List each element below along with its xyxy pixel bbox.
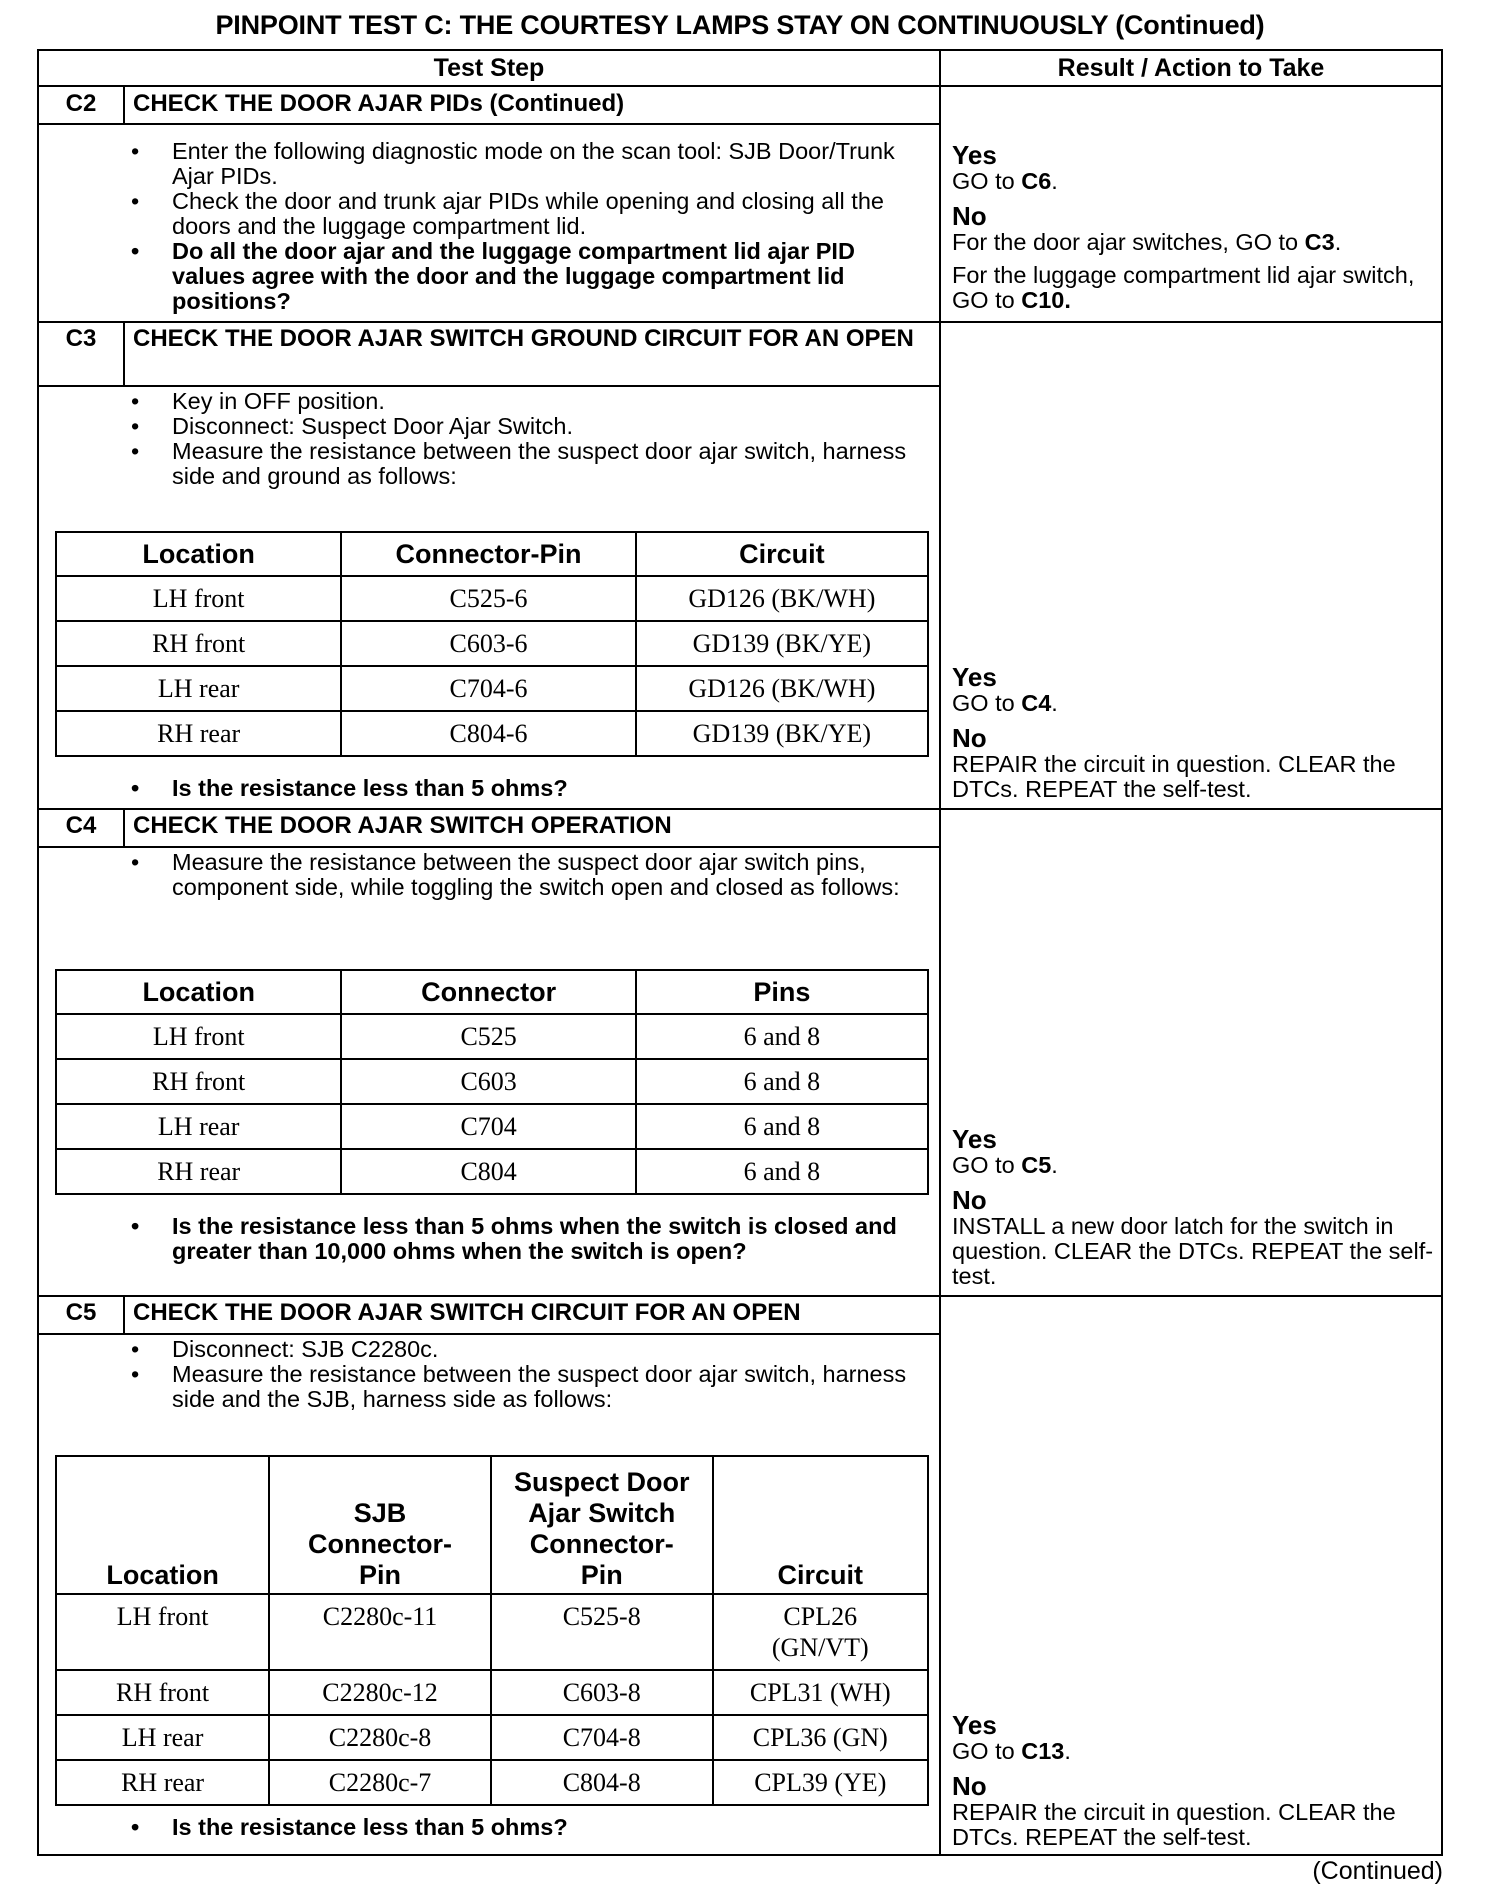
step-id-divider bbox=[123, 323, 125, 385]
step-question: • Is the resistance less than 5 ohms? bbox=[131, 776, 961, 801]
page-title: PINPOINT TEST C: THE COURTESY LAMPS STAY ON CONTINUOUSLY (Continued) bbox=[215, 10, 1265, 40]
step-id: C5 bbox=[65, 1299, 97, 1326]
table-cell: C804-8 bbox=[491, 1760, 713, 1805]
table-cell: C2280c-7 bbox=[269, 1760, 491, 1805]
no-action-alt: For the luggage compartment lid ajar switch, GO to C10. bbox=[952, 262, 1415, 313]
yes-label: Yes bbox=[952, 140, 997, 170]
table-row bbox=[56, 1149, 928, 1194]
table-row bbox=[56, 666, 928, 711]
table-header: Location bbox=[56, 532, 341, 576]
continued-note: (Continued) bbox=[1312, 1857, 1443, 1885]
result-c3 bbox=[952, 663, 1442, 802]
instruction-item: • Key in OFF position. bbox=[131, 389, 911, 414]
data-table bbox=[55, 969, 929, 1195]
table-cell: C704-6 bbox=[341, 666, 635, 711]
table-cell: LH rear bbox=[56, 666, 341, 711]
table-row bbox=[56, 1670, 928, 1715]
instruction-item: • Measure the resistance between the suspect door ajar switch pins, component side, while toggling the switch open and closed as follows: bbox=[131, 850, 911, 900]
header-divider bbox=[39, 85, 1441, 87]
table-header: SJB Connector-Pin bbox=[269, 1456, 491, 1594]
no-label: No bbox=[952, 723, 987, 753]
table-cell: CPL39 (YE) bbox=[713, 1760, 928, 1805]
table-cell: C2280c-11 bbox=[269, 1594, 491, 1670]
table-cell: GD139 (BK/YE) bbox=[636, 621, 928, 666]
table-cell: 6 and 8 bbox=[636, 1104, 928, 1149]
step-id: C4 bbox=[65, 812, 97, 839]
result-c5 bbox=[952, 1711, 1442, 1850]
table-cell: C2280c-8 bbox=[269, 1715, 491, 1760]
table-row bbox=[56, 711, 928, 756]
table-row bbox=[56, 1594, 928, 1670]
table-header: Suspect Door Ajar Switch Connector-Pin bbox=[491, 1456, 713, 1594]
table-row bbox=[56, 1059, 928, 1104]
step-reference: C6 bbox=[1021, 168, 1052, 194]
step-reference: C4 bbox=[1021, 690, 1052, 716]
data-table bbox=[55, 1455, 929, 1806]
data-table bbox=[55, 531, 929, 757]
table-cell: C704 bbox=[341, 1104, 635, 1149]
table-cell: C704-8 bbox=[491, 1715, 713, 1760]
yes-action: GO to C5. bbox=[952, 1152, 1058, 1178]
no-action: For the door ajar switches, GO to C3. bbox=[952, 229, 1342, 255]
table-cell: C804 bbox=[341, 1149, 635, 1194]
step-title-divider bbox=[39, 385, 939, 387]
table-header: Location bbox=[56, 1456, 269, 1594]
yes-action: GO to C4. bbox=[952, 690, 1058, 716]
step-question: • Is the resistance less than 5 ohms when the switch is closed and greater than 10,000 ohms when the switch is open? bbox=[131, 1214, 961, 1264]
table-cell: GD139 (BK/YE) bbox=[636, 711, 928, 756]
instruction-item: • Disconnect: Suspect Door Ajar Switch. bbox=[131, 414, 911, 439]
table-row bbox=[56, 1715, 928, 1760]
table-cell: C525-8 bbox=[491, 1594, 713, 1670]
table-header: Circuit bbox=[636, 532, 928, 576]
table-cell: CPL31 (WH) bbox=[713, 1670, 928, 1715]
instruction-item: • Disconnect: SJB C2280c. bbox=[131, 1337, 911, 1362]
step-reference: C3 bbox=[1304, 229, 1335, 255]
step-id-divider bbox=[123, 87, 125, 123]
step-id: C3 bbox=[65, 325, 97, 352]
table-cell: C603-8 bbox=[491, 1670, 713, 1715]
step-divider bbox=[39, 808, 1441, 810]
header-test-step: Test Step bbox=[433, 54, 545, 82]
table-cell: LH front bbox=[56, 576, 341, 621]
yes-label: Yes bbox=[952, 1710, 997, 1740]
table-row bbox=[56, 1760, 928, 1805]
instruction-item: • Check the door and trunk ajar PIDs while opening and closing all the doors and the luggage compartment lid. bbox=[131, 189, 911, 239]
yes-action: GO to C13. bbox=[952, 1738, 1071, 1764]
yes-label: Yes bbox=[952, 1124, 997, 1154]
no-label: No bbox=[952, 1771, 987, 1801]
step-title-divider bbox=[39, 123, 939, 125]
no-label: No bbox=[952, 1185, 987, 1215]
step-divider bbox=[39, 321, 1441, 323]
table-header: Location bbox=[56, 970, 341, 1014]
table-cell: RH front bbox=[56, 1670, 269, 1715]
instruction-list bbox=[131, 139, 911, 314]
table-row bbox=[56, 1104, 928, 1149]
table-cell: LH front bbox=[56, 1594, 269, 1670]
step-title: CHECK THE DOOR AJAR SWITCH OPERATION bbox=[133, 812, 672, 839]
instruction-list bbox=[131, 850, 911, 900]
step-reference: C13 bbox=[1021, 1738, 1065, 1764]
step-reference: C5 bbox=[1021, 1152, 1052, 1178]
table-cell: 6 and 8 bbox=[636, 1149, 928, 1194]
step-question: • Is the resistance less than 5 ohms? bbox=[131, 1815, 961, 1840]
step-question: • Do all the door ajar and the luggage compartment lid ajar PID values agree with the door and the luggage compartment lid positions? bbox=[131, 239, 911, 314]
instruction-list bbox=[131, 389, 911, 489]
instruction-item: • Enter the following diagnostic mode on the scan tool: SJB Door/Trunk Ajar PIDs. bbox=[131, 139, 911, 189]
table-cell: C2280c-12 bbox=[269, 1670, 491, 1715]
yes-action: GO to C6. bbox=[952, 168, 1058, 194]
step-id-divider bbox=[123, 810, 125, 846]
pinpoint-test-table bbox=[37, 49, 1443, 1856]
table-cell: LH front bbox=[56, 1014, 341, 1059]
table-cell: C525 bbox=[341, 1014, 635, 1059]
table-cell: 6 and 8 bbox=[636, 1059, 928, 1104]
instruction-item: • Measure the resistance between the suspect door ajar switch, harness side and ground as follows: bbox=[131, 439, 911, 489]
table-cell: RH front bbox=[56, 621, 341, 666]
table-header: Circuit bbox=[713, 1456, 928, 1594]
step-reference: C10 bbox=[1021, 287, 1065, 313]
table-cell: 6 and 8 bbox=[636, 1014, 928, 1059]
step-id: C2 bbox=[65, 90, 97, 117]
step-divider bbox=[39, 1295, 1441, 1297]
instruction-item: • Measure the resistance between the suspect door ajar switch, harness side and the SJB, harness side as follows: bbox=[131, 1362, 911, 1412]
table-header: Connector bbox=[341, 970, 635, 1014]
no-action: REPAIR the circuit in question. CLEAR the DTCs. REPEAT the self-test. bbox=[952, 751, 1396, 802]
table-cell: C603 bbox=[341, 1059, 635, 1104]
table-cell: GD126 (BK/WH) bbox=[636, 576, 928, 621]
step-id-divider bbox=[123, 1297, 125, 1333]
yes-label: Yes bbox=[952, 662, 997, 692]
table-cell: GD126 (BK/WH) bbox=[636, 666, 928, 711]
table-cell: CPL36 (GN) bbox=[713, 1715, 928, 1760]
table-header: Pins bbox=[636, 970, 928, 1014]
table-cell: RH front bbox=[56, 1059, 341, 1104]
table-cell: C525-6 bbox=[341, 576, 635, 621]
step-title-divider bbox=[39, 846, 939, 848]
table-cell: RH rear bbox=[56, 1149, 341, 1194]
table-row bbox=[56, 1014, 928, 1059]
table-cell: LH rear bbox=[56, 1104, 341, 1149]
step-title: CHECK THE DOOR AJAR SWITCH GROUND CIRCUIT FOR AN OPEN bbox=[133, 325, 914, 352]
table-cell: CPL26 (GN/VT) bbox=[713, 1594, 928, 1670]
no-label: No bbox=[952, 201, 987, 231]
result-c4 bbox=[952, 1125, 1442, 1289]
no-action: INSTALL a new door latch for the switch in question. CLEAR the DTCs. REPEAT the self-test. bbox=[952, 1213, 1434, 1289]
table-cell: C603-6 bbox=[341, 621, 635, 666]
no-action: REPAIR the circuit in question. CLEAR the DTCs. REPEAT the self-test. bbox=[952, 1799, 1396, 1850]
table-cell: C804-6 bbox=[341, 711, 635, 756]
table-cell: LH rear bbox=[56, 1715, 269, 1760]
step-title: CHECK THE DOOR AJAR PIDs (Continued) bbox=[133, 90, 625, 117]
table-header: Connector-Pin bbox=[341, 532, 635, 576]
table-cell: RH rear bbox=[56, 711, 341, 756]
step-title-divider bbox=[39, 1333, 939, 1335]
step-title: CHECK THE DOOR AJAR SWITCH CIRCUIT FOR AN OPEN bbox=[133, 1299, 801, 1326]
table-row bbox=[56, 576, 928, 621]
table-row bbox=[56, 621, 928, 666]
result-c2 bbox=[952, 141, 1442, 313]
table-cell: RH rear bbox=[56, 1760, 269, 1805]
instruction-list bbox=[131, 1337, 911, 1412]
header-result: Result / Action to Take bbox=[1057, 54, 1325, 82]
